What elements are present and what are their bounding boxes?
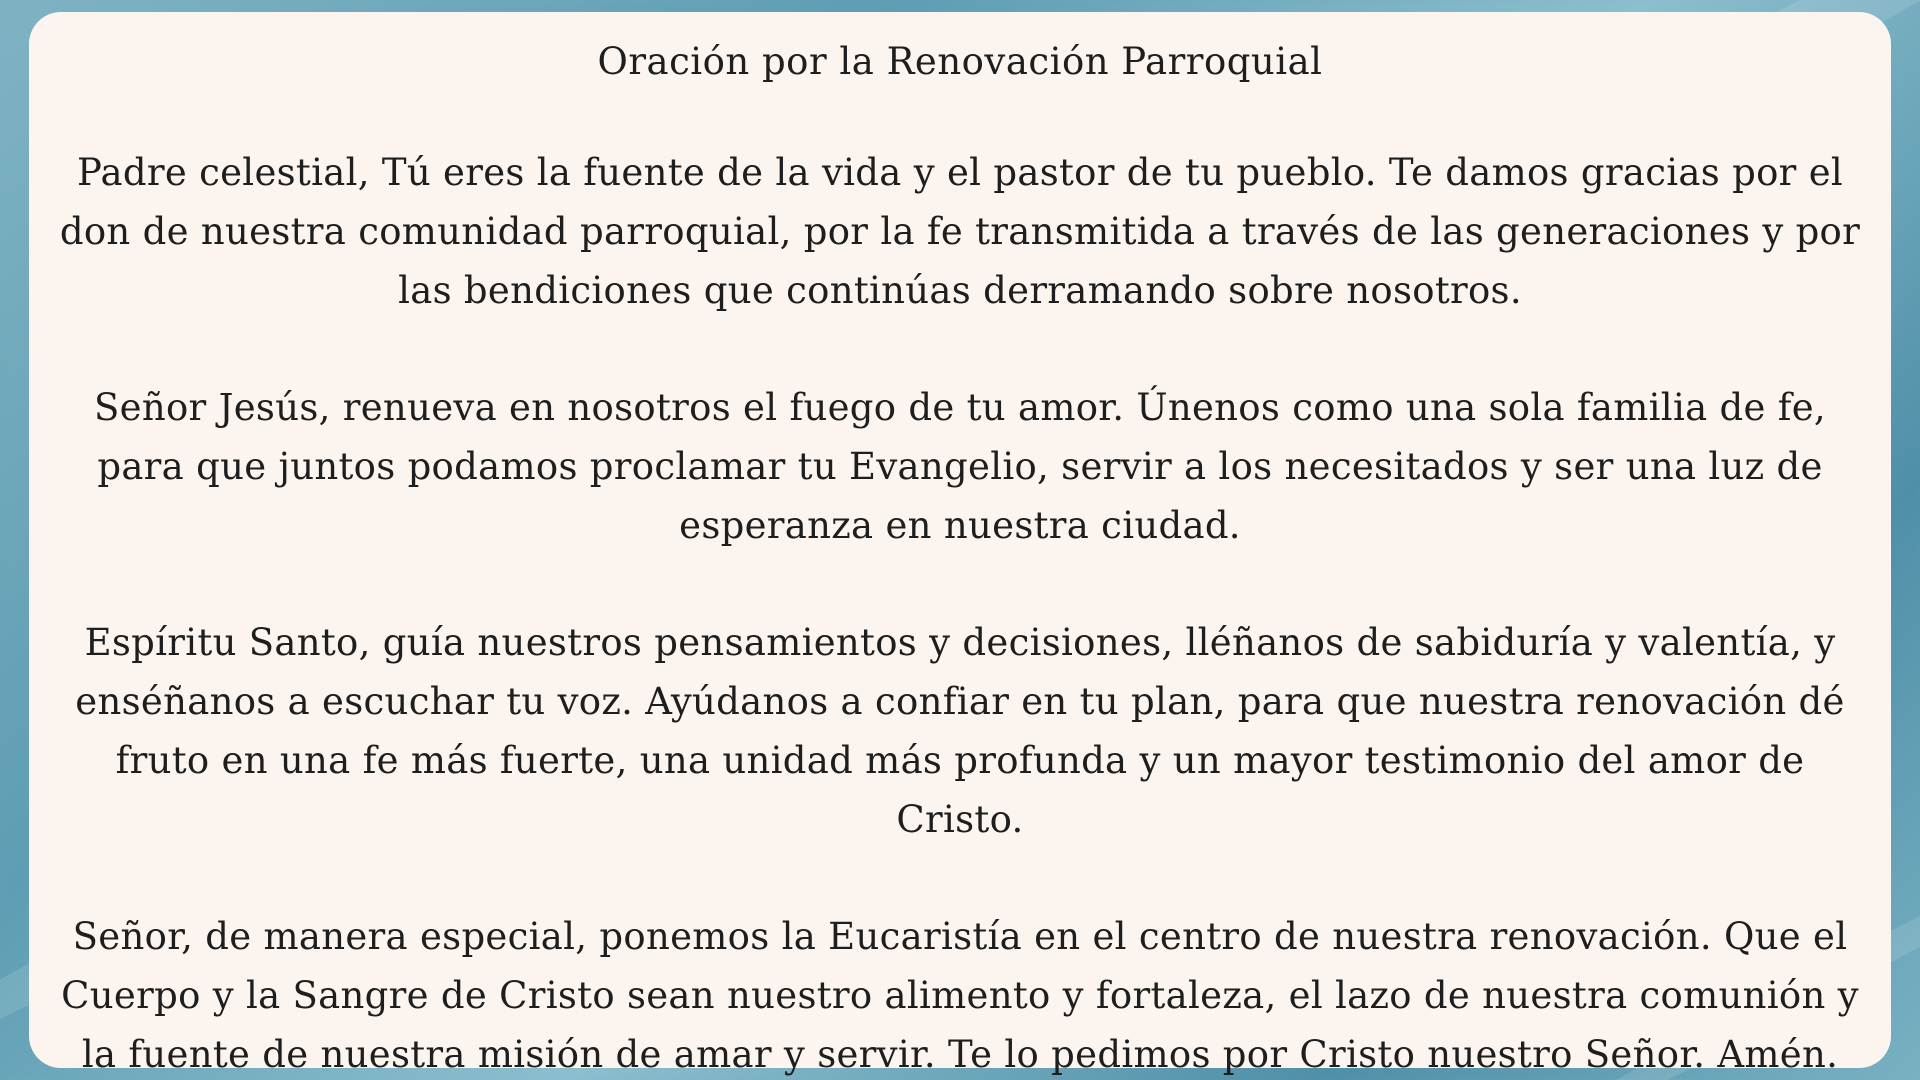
paragraph-eucharist: Señor, de manera especial, ponemos la Eucaristía en el centro de nuestra renovación. Que el Cuerpo y la Sangre de Cristo sean nuestro alimento y fortaleza, el lazo de nuestra comunión y la fuente de nuestra misión de amar y servir. Te lo pedimos por Cristo nuestro Señor. Amén. [61, 915, 1859, 1077]
paragraph-jesus: Señor Jesús, renueva en nosotros el fuego de tu amor. Únenos como una sola familia de fe, para que juntos podamos proclamar tu Evangelio, servir a los necesitados y ser una luz de esperanza en nuestra ciudad. [94, 386, 1826, 548]
paragraph-holy-spirit: Espíritu Santo, guía nuestros pensamientos y decisiones, lléñanos de sabiduría y valentía, y enséñanos a escuchar tu voz. Ayúdanos a confiar en tu plan, para que nuestra renovación dé fruto en una fe más fuerte, una unidad más profunda y un mayor testimonio del amor de Cristo. [75, 621, 1845, 842]
prayer-title: Oración por la Renovación Parroquial [597, 40, 1323, 83]
paragraph-father: Padre celestial, Tú eres la fuente de la vida y el pastor de tu pueblo. Te damos gracias por el don de nuestra comunidad parroquial, por la fe transmitida a través de las generaciones y por las bendiciones que continúas derramando sobre nosotros. [59, 151, 1861, 313]
prayer-card [29, 12, 1891, 1077]
